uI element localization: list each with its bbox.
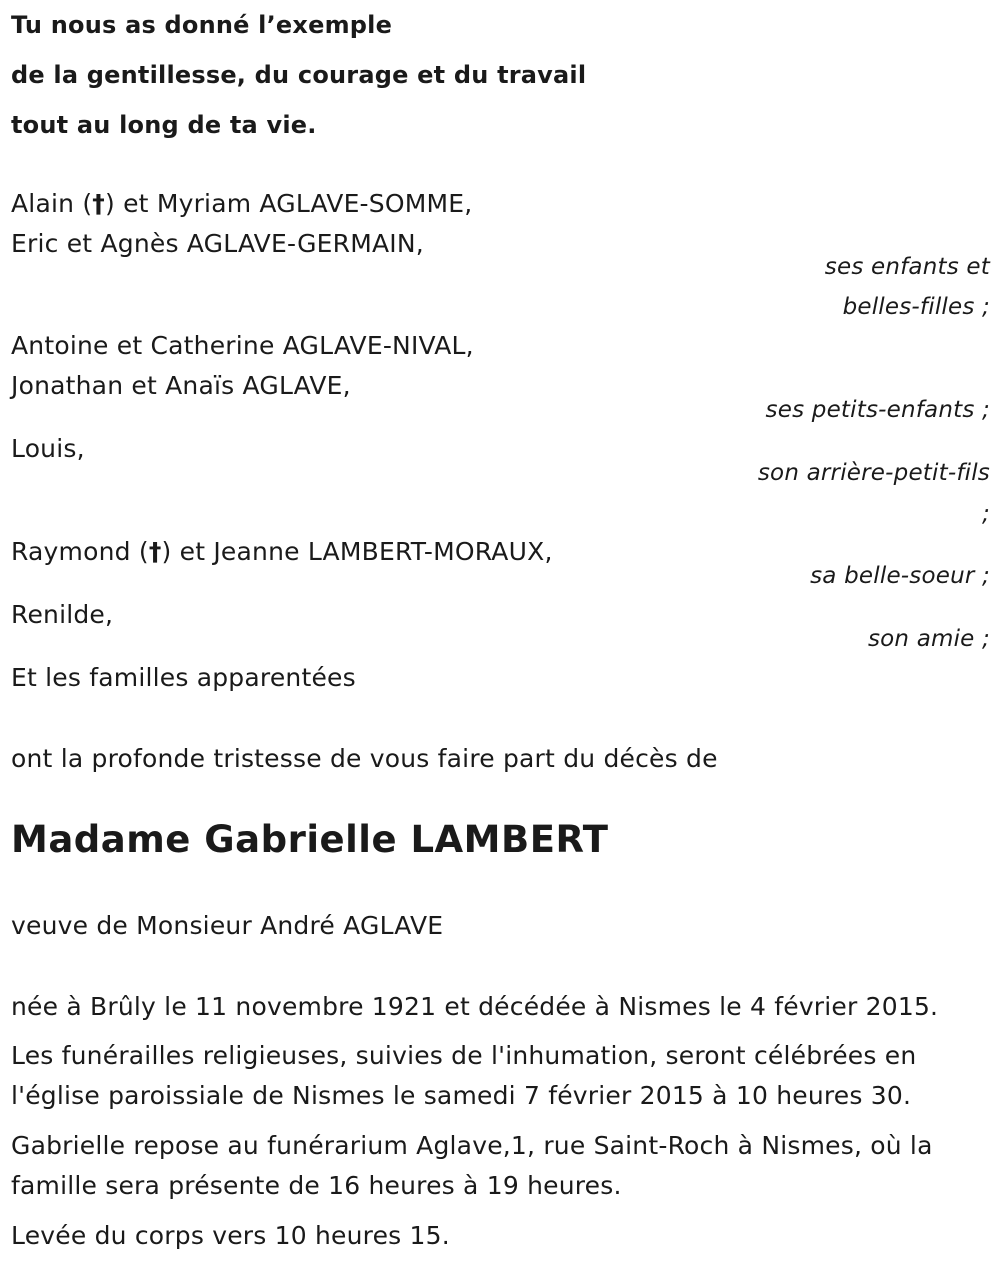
cross-icon: † (148, 537, 162, 566)
great-grandson-line: Louis, (11, 434, 85, 463)
grandchildren-line: Jonathan et Anaïs AGLAVE, (11, 371, 351, 400)
family-member-name: ) et Jeanne LAMBERT-MORAUX, (161, 537, 553, 566)
cross-icon: † (92, 189, 105, 218)
relation-label: son amie ; (867, 626, 990, 652)
funeral-line: l'église paroissiale de Nismes le samedi 7 février 2015 à 10 heures 30. (11, 1081, 912, 1110)
funeral-line: Les funérailles religieuses, suivies de l'inhumation, seront célébrées en (11, 1041, 917, 1070)
relatives-line: Et les familles apparentées (11, 663, 356, 692)
deceased-name: Madame Gabrielle LAMBERT (11, 818, 609, 861)
family-member-name: Raymond (11, 537, 131, 566)
widow-of-line: veuve de Monsieur André AGLAVE (11, 911, 444, 940)
family-member-name: ) et Myriam AGLAVE-SOMME, (104, 189, 473, 218)
epitaph-line: de la gentillesse, du courage et du travail (11, 61, 587, 89)
children-line: Alain (†) et Myriam AGLAVE-SOMME, (11, 189, 473, 218)
children-line: Eric et Agnès AGLAVE-GERMAIN, (11, 229, 424, 258)
epitaph-line: tout au long de ta vie. (11, 111, 317, 139)
sister-in-law-line: Raymond (†) et Jeanne LAMBERT-MORAUX, (11, 537, 553, 566)
announcement-text: ont la profonde tristesse de vous faire part du décès de (11, 744, 718, 773)
birth-death-line: née à Brûly le 11 novembre 1921 et décédée à Nismes le 4 février 2015. (11, 992, 939, 1021)
levee-line: Levée du corps vers 10 heures 15. (11, 1221, 450, 1250)
funerarium-line: famille sera présente de 16 heures à 19 heures. (11, 1171, 622, 1200)
relation-label: ; (982, 501, 990, 527)
relation-label: ses enfants et (824, 254, 990, 280)
friend-line: Renilde, (11, 600, 114, 629)
family-member-name: Alain (11, 189, 75, 218)
grandchildren-line: Antoine et Catherine AGLAVE-NIVAL, (11, 331, 474, 360)
relation-label: son arrière-petit-fils (757, 460, 990, 486)
relation-label: belles-filles ; (842, 294, 990, 320)
epitaph-line: Tu nous as donné l’exemple (11, 11, 393, 39)
relation-label: sa belle-soeur ; (810, 563, 990, 589)
relation-label: ses petits-enfants ; (765, 397, 990, 423)
funerarium-line: Gabrielle repose au funérarium Aglave,1, rue Saint-Roch à Nismes, où la (11, 1131, 933, 1160)
